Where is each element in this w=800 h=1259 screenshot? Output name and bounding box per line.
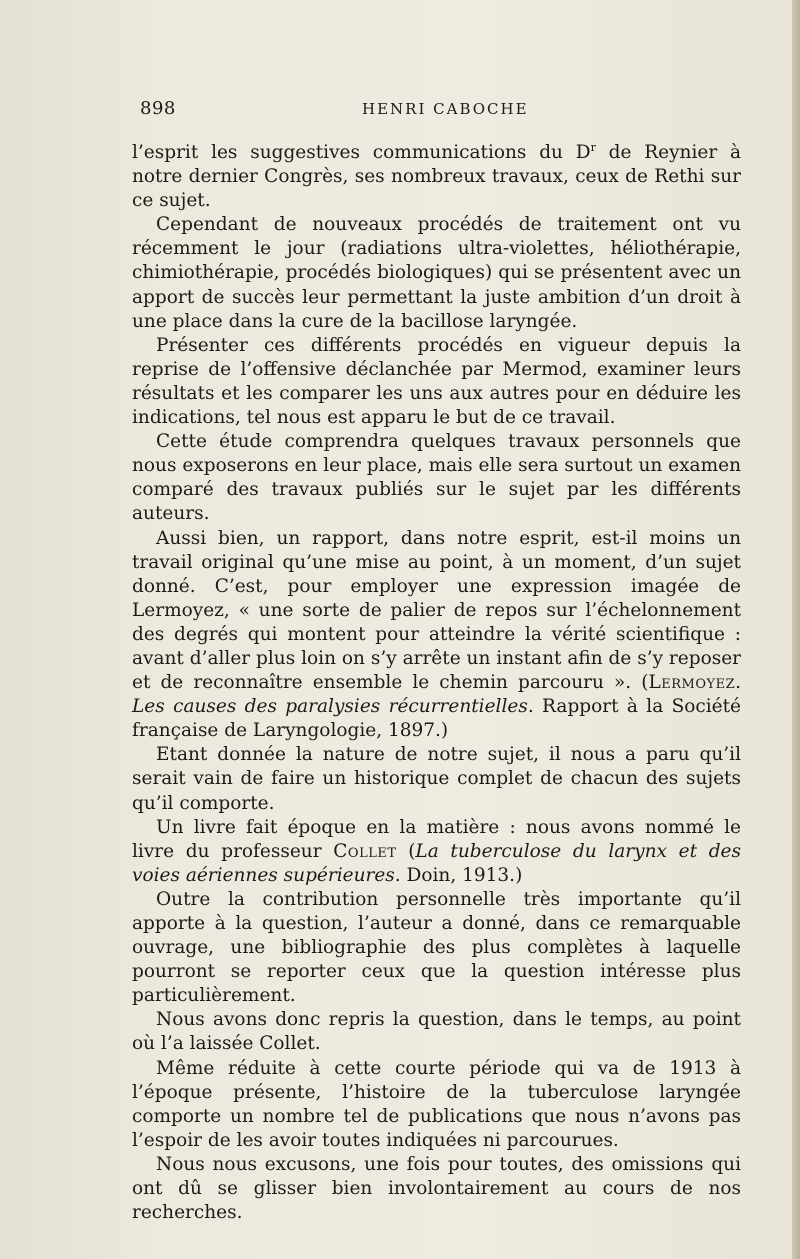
paragraph-3: Présenter ces différents procédés en vigueur depuis la reprise de l’offensive déclanchée par Mermod, examiner leurs résultats et les comparer les uns aux autres pour en déduire les indications, tel nous est apparu le but de ce travail.	[132, 334, 741, 429]
paragraph-6: Etant donnée la nature de notre sujet, il nous a paru qu’il serait vain de faire un historique complet de chacun des sujets qu’il comporte.	[132, 744, 741, 814]
cited-title-collet: La tuberculose du larynx et des voies aériennes supérieures	[132, 840, 741, 886]
paragraph-10: Même réduite à cette courte période qui va de 1913 à l’époque présente, l’histoire de la tuberculose laryngée comporte un nombre tel de publications que nous n’avons pas l’espoir de les avoir toutes indiquées ni parcourues.	[132, 1057, 741, 1151]
paragraph-2: Cependant de nouveaux procédés de traitement ont vu récemment le jour (radiations ultra-violettes, héliothérapie, chimiothérapie, procédés biologiques) qui se présentent avec un apport de succès leur permettant la juste ambition d’un droit à une place dans la cure de la bacillose laryngée.	[132, 214, 741, 332]
paragraph-1-text-a: l’esprit les suggestives communications du D	[132, 142, 591, 163]
paragraph-5-text-b: .	[735, 672, 741, 694]
paragraph-7-text-b: (	[396, 840, 416, 862]
paragraph-5-text-c: . Rapport à la Société française de Laryngologie, 1897.)	[132, 696, 741, 742]
paragraph-7	[132, 816, 741, 888]
body-text	[132, 141, 741, 1225]
cited-title-lermoyez: Les causes des paralysies récurrentielles	[132, 696, 528, 718]
paragraph-4: Cette étude comprendra quelques travaux personnels que nous exposerons en leur place, mais elle sera surtout un examen comparé des travaux publiés sur le sujet par les différents auteurs.	[132, 431, 741, 525]
paragraph-7-text-c: . Doin, 1913.)	[394, 864, 523, 886]
page-header	[140, 98, 720, 122]
paragraph-1-text-b: de Reynier à notre dernier Congrès, ses nombreux travaux, ceux de Rethi sur ce sujet.	[132, 142, 742, 212]
page-number: 898	[140, 98, 176, 119]
paragraph-1	[132, 141, 741, 213]
paragraph-5-text-a: Aussi bien, un rapport, dans notre esprit, est-il moins un travail original qu’une mise au point, à un moment, d’un sujet donné. C’est, pour employer une expression imagée de Lermoyez, « une sorte de palier de repos sur l’échelonnement des degrés qui montent pour atteindre la vérité scientifique : avant d’aller plus loin on s’y arrête un instant afin de s’y reposer et de reconnaître ensemble le chemin parcouru ». (	[132, 527, 741, 694]
page-edge	[792, 0, 800, 1259]
paragraph-8: Outre la contribution personnelle très importante qu’il apporte à la question, l’auteur a donné, dans ce remarquable ouvrage, une bibliographie des plus complètes à laquelle pourront se reporter ceux que la question intéresse plus particulièrement.	[132, 888, 741, 1007]
cited-author-collet: Collet	[333, 840, 397, 862]
doctor-abbreviation-superscript: r	[590, 140, 596, 154]
paragraph-11: Nous nous excusons, une fois pour toutes, des omissions qui ont dû se glisser bien involontairement au cours de nos recherches.	[132, 1153, 741, 1224]
paragraph-5	[132, 527, 741, 744]
paragraph-7-text-a: Un livre fait époque en la matière : nous avons nommé le livre du professeur	[132, 816, 741, 862]
cited-author-lermoyez: Lermoyez	[648, 672, 736, 694]
paragraph-9: Nous avons donc repris la question, dans le temps, au point où l’a laissée Collet.	[132, 1009, 741, 1055]
running-head: HENRI CABOCHE	[362, 100, 529, 118]
